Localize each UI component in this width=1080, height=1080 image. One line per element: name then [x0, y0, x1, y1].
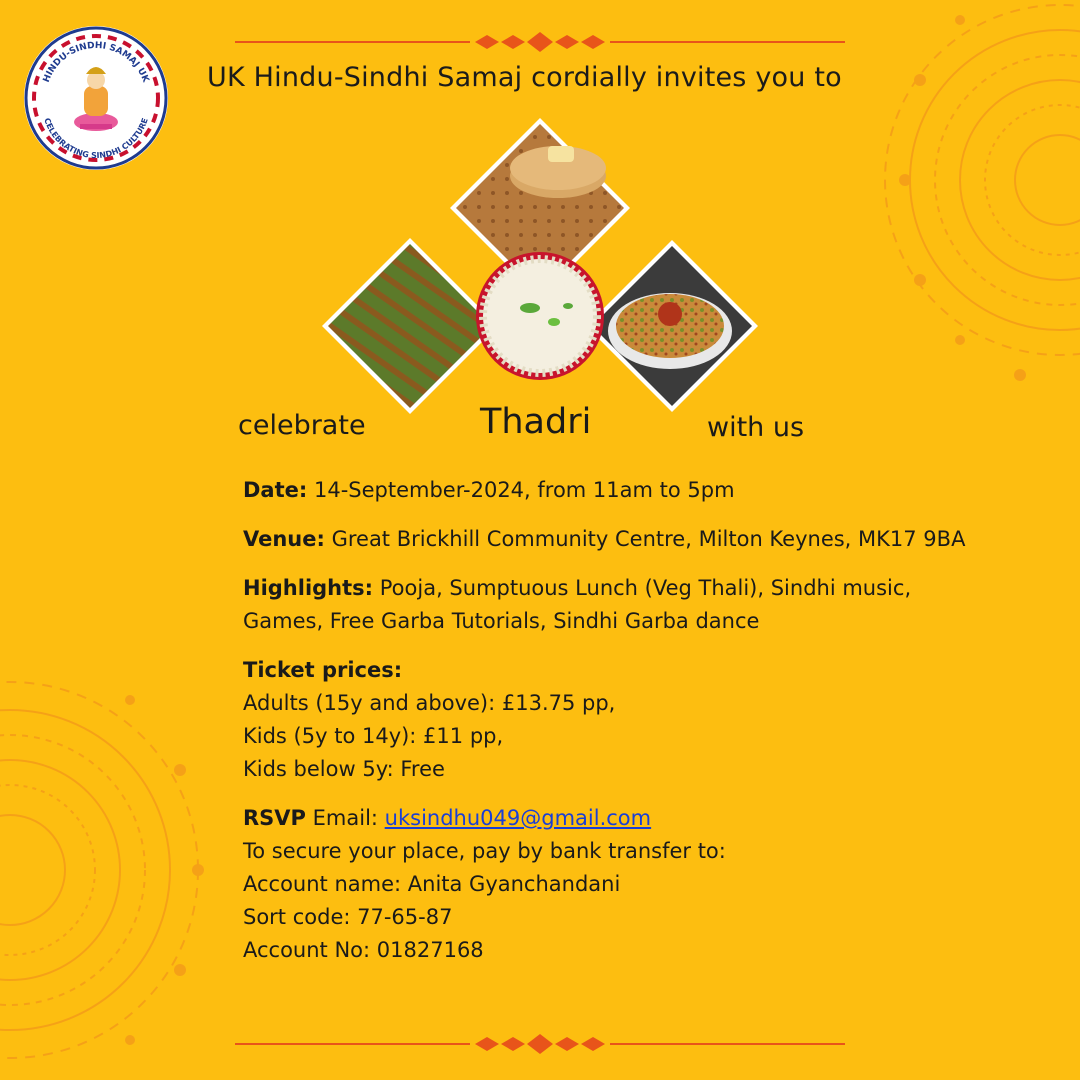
venue-label: Venue:	[243, 527, 325, 551]
ticket-kids: Kids (5y to 14y): £11 pp,	[243, 724, 504, 748]
highlights-value-2: Games, Free Garba Tutorials, Sindhi Garba dance	[243, 609, 760, 633]
rsvp-email-label: Email:	[312, 806, 378, 830]
rsvp-label: RSVP	[243, 806, 306, 830]
celebrate-text: celebrate	[238, 410, 366, 441]
account-name: Account name: Anita Gyanchandani	[243, 872, 621, 896]
account-number: Account No: 01827168	[243, 938, 484, 962]
event-name: Thadri	[480, 402, 592, 442]
rsvp-email-link[interactable]: uksindhu049@gmail.com	[384, 806, 652, 830]
venue-value: Great Brickhill Community Centre, Milton Keynes, MK17 9BA	[331, 527, 966, 551]
food-image-cluster	[318, 116, 764, 432]
samaj-logo	[22, 24, 170, 172]
sort-code: Sort code: 77-65-87	[243, 905, 453, 929]
highlights-line	[243, 572, 1043, 605]
with-us-text: with us	[707, 412, 805, 443]
date-line	[243, 474, 1043, 507]
top-ornament-divider	[235, 30, 845, 54]
date-value: 14-September-2024, from 11am to 5pm	[313, 478, 735, 502]
ticket-adults: Adults (15y and above): £13.75 pp,	[243, 691, 616, 715]
tickets-label: Ticket prices:	[243, 658, 403, 682]
date-label: Date:	[243, 478, 308, 502]
bhindi-okra-icon	[322, 238, 498, 414]
koki-paratha-icon	[586, 240, 758, 412]
mandala-decoration-bottom-left	[0, 660, 220, 1080]
highlights-value-1: Pooja, Sumptuous Lunch (Veg Thali), Sindhi music,	[379, 576, 912, 600]
rice-kheer-bowl-icon	[476, 252, 604, 380]
logo-arc-top: HINDU-SINDHI SAMAJ UK	[41, 40, 151, 84]
event-details	[243, 474, 1043, 967]
bottom-ornament-divider	[235, 1032, 845, 1056]
highlights-label: Highlights:	[243, 576, 374, 600]
payment-intro: To secure your place, pay by bank transfer to:	[243, 839, 726, 863]
invitation-headline: UK Hindu-Sindhi Samaj cordially invites you to	[207, 62, 842, 93]
logo-arc-bottom: CELEBRATING SINDHI CULTURE	[42, 116, 150, 161]
venue-line	[243, 523, 1043, 556]
rsvp-line	[243, 802, 1043, 835]
ticket-small-kids: Kids below 5y: Free	[243, 757, 445, 781]
